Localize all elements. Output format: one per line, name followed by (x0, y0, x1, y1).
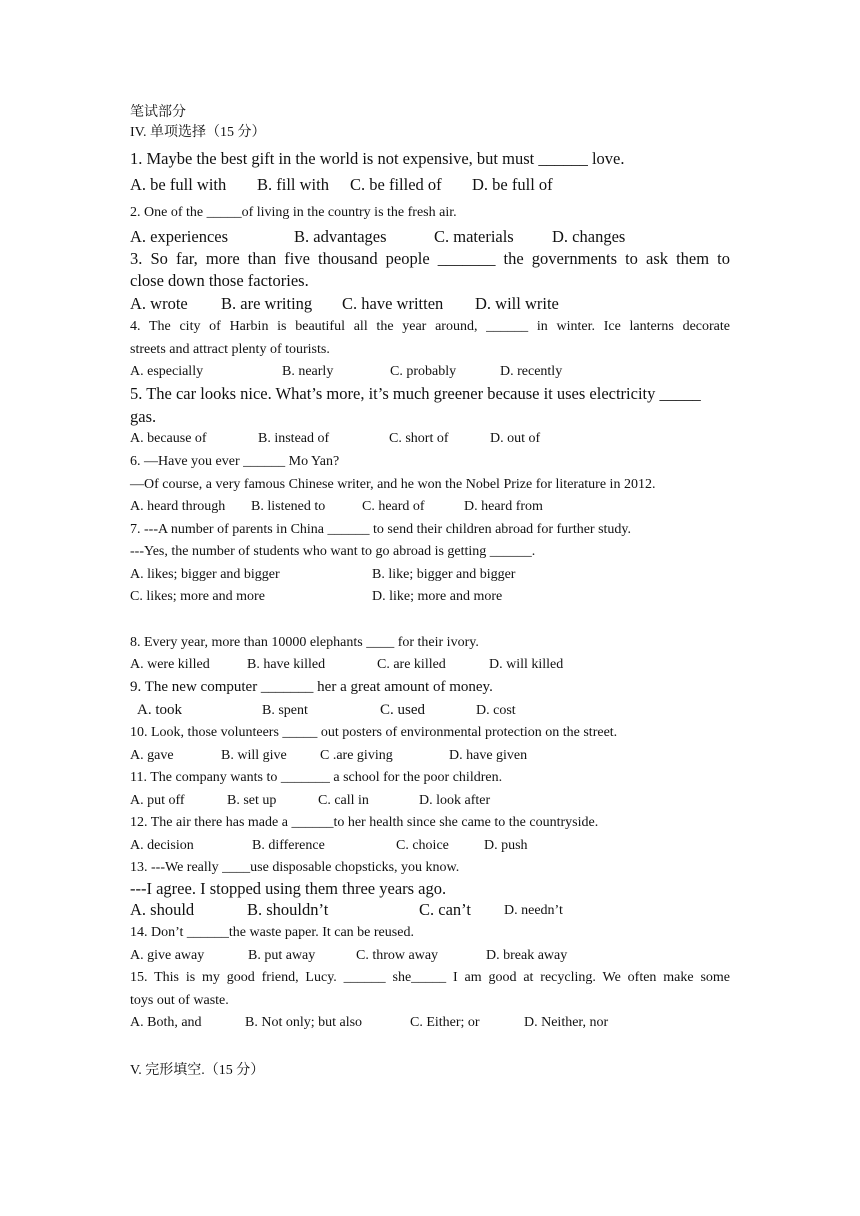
q6-option-d: D. heard from (464, 499, 543, 514)
q11-option-d: D. look after (419, 793, 491, 808)
q15-option-d: D. Neither, nor (524, 1015, 609, 1030)
question-4-text: 4. The city of Harbin is beautiful all the year around, ______ in winter. Ice lanterns decorate (130, 319, 730, 334)
question-13-text: 13. ---We really ____use disposable chopsticks, you know. (130, 860, 460, 875)
q1-option-b: B. fill with (257, 175, 329, 194)
q12-option-b: B. difference (252, 838, 325, 853)
q5-option-a: A. because of (130, 431, 207, 446)
q14-option-b: B. put away (248, 948, 316, 963)
q5-option-d: D. out of (490, 431, 541, 446)
q15-option-b: B. Not only; but also (245, 1015, 363, 1030)
q9-option-a: A. took (137, 702, 182, 718)
question-7-text: 7. ---A number of parents in China ______ to send their children abroad for further study. (130, 522, 632, 537)
q2-option-d: D. changes (552, 227, 626, 246)
q4-option-b: B. nearly (282, 364, 334, 379)
q1-option-d: D. be full of (472, 175, 553, 194)
question-14-text: 14. Don’t ______the waste paper. It can be reused. (130, 925, 414, 940)
q3-option-d: D. will write (475, 294, 559, 313)
question-3-text-line2: close down those factories. (130, 271, 309, 290)
q10-option-b: B. will give (221, 748, 287, 763)
q10-option-a: A. gave (130, 748, 174, 763)
q12-option-a: A. decision (130, 838, 194, 853)
q13-option-a: A. should (130, 900, 195, 919)
q8-option-b: B. have killed (247, 657, 326, 672)
q7-option-d: D. like; more and more (372, 589, 503, 604)
question-11-text: 11. The company wants to _______ a school for the poor children. (130, 770, 503, 785)
q9-option-b: B. spent (262, 703, 308, 718)
q5-option-b: B. instead of (258, 431, 330, 446)
question-4-text-line2: streets and attract plenty of tourists. (130, 342, 330, 357)
q8-option-a: A. were killed (130, 657, 210, 672)
question-13-text-line2: ---I agree. I stopped using them three years ago. (130, 879, 447, 898)
q3-option-c: C. have written (342, 294, 444, 313)
question-6-text-line2: —Of course, a very famous Chinese writer, and he won the Nobel Prize for literature in 2012. (130, 477, 656, 492)
part-five-title: V. 完形填空.（15 分） (130, 1063, 265, 1078)
part-four-title: IV. 单项选择（15 分） (130, 125, 266, 140)
question-8-text: 8. Every year, more than 10000 elephants ____ for their ivory. (130, 635, 479, 650)
q14-option-c: C. throw away (356, 948, 439, 963)
question-5-text: 5. The car looks nice. What’s more, it’s much greener because it uses electricity _____ (130, 384, 701, 403)
q4-option-a: A. especially (130, 364, 204, 379)
q15-option-c: C. Either; or (410, 1015, 480, 1030)
q4-option-c: C. probably (390, 364, 457, 379)
question-15-text: 15. This is my good friend, Lucy. ______ she_____ I am good at recycling. We often make some (130, 970, 730, 985)
q10-option-c: C .are giving (320, 748, 393, 763)
q8-option-d: D. will killed (489, 657, 564, 672)
q5-option-c: C. short of (389, 431, 449, 446)
q7-option-a: A. likes; bigger and bigger (130, 567, 280, 582)
question-12-text: 12. The air there has made a ______to her health since she came to the countryside. (130, 815, 599, 830)
q1-option-a: A. be full with (130, 175, 227, 194)
q13-option-b: B. shouldn’t (247, 900, 329, 919)
question-5-text-line2: gas. (130, 407, 157, 426)
q7-option-c: C. likes; more and more (130, 589, 265, 604)
q14-option-d: D. break away (486, 948, 568, 963)
q3-option-a: A. wrote (130, 294, 188, 313)
q12-option-d: D. push (484, 838, 528, 853)
q11-option-c: C. call in (318, 793, 369, 808)
question-1-text: 1. Maybe the best gift in the world is not expensive, but must ______ love. (130, 149, 625, 168)
q6-option-b: B. listened to (251, 499, 326, 514)
q15-option-a: A. Both, and (130, 1015, 202, 1030)
q3-option-b: B. are writing (221, 294, 313, 313)
q14-option-a: A. give away (130, 948, 205, 963)
question-2-text: 2. One of the _____of living in the country is the fresh air. (130, 205, 457, 220)
q10-option-d: D. have given (449, 748, 528, 763)
q2-option-a: A. experiences (130, 227, 229, 246)
q9-option-d: D. cost (476, 703, 516, 718)
q2-option-b: B. advantages (294, 227, 387, 246)
question-15-text-line2: toys out of waste. (130, 993, 229, 1008)
q11-option-a: A. put off (130, 793, 185, 808)
question-6-text: 6. —Have you ever ______ Mo Yan? (130, 454, 340, 469)
q13-option-d: D. needn’t (504, 903, 563, 918)
question-9-text: 9. The new computer _______ her a great amount of money. (130, 679, 493, 695)
section-title: 笔试部分 (130, 105, 186, 120)
q11-option-b: B. set up (227, 793, 277, 808)
q7-option-b: B. like; bigger and bigger (372, 567, 516, 582)
q8-option-c: C. are killed (377, 657, 446, 672)
q4-option-d: D. recently (500, 364, 563, 379)
q9-option-c: C. used (380, 702, 425, 718)
q12-option-c: C. choice (396, 838, 449, 853)
question-10-text: 10. Look, those volunteers _____ out posters of environmental protection on the street. (130, 725, 618, 740)
q13-option-c: C. can’t (419, 900, 471, 919)
question-7-text-line2: ---Yes, the number of students who want to go abroad is getting ______. (130, 544, 536, 559)
question-3-text: 3. So far, more than five thousand people _______ the governments to ask them to (130, 249, 730, 268)
q2-option-c: C. materials (434, 227, 514, 246)
q6-option-c: C. heard of (362, 499, 425, 514)
q6-option-a: A. heard through (130, 499, 226, 514)
q1-option-c: C. be filled of (350, 175, 442, 194)
